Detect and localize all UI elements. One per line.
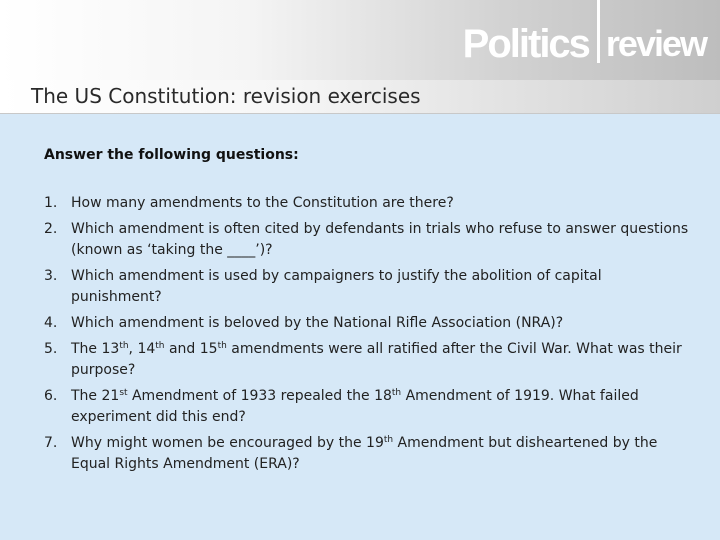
page-title: The US Constitution: revision exercises: [31, 84, 421, 108]
text-segment: Why might women be encouraged by the 19: [71, 435, 384, 451]
question-text: Which amendment is beloved by the National Rifle Association (NRA)?: [71, 315, 564, 331]
question-text: How many amendments to the Constitution are there?: [71, 195, 454, 211]
question-item: [44, 219, 694, 261]
question-item: [44, 433, 694, 475]
text-segment: The 21: [71, 388, 120, 404]
question-item: [44, 386, 694, 428]
question-item: [44, 313, 694, 334]
text-segment: and 15: [164, 341, 218, 357]
question-text: [71, 386, 694, 428]
ordinal-suffix: th: [391, 388, 402, 398]
question-text: [71, 339, 694, 381]
logo-politics-text: Politics: [462, 22, 589, 66]
question-item: [44, 193, 694, 214]
question-number: 4.: [44, 315, 58, 331]
question-text: Which amendment is often cited by defendants in trials who refuse to answer questions (known as ‘taking the ____’)?: [71, 221, 689, 258]
header-banner: [0, 0, 720, 80]
text-segment: Amendment of 1919. What failed experiment did this end?: [71, 388, 639, 425]
question-number: 1.: [44, 195, 58, 211]
question-text: Which amendment is used by campaigners to justify the abolition of capital punishment?: [71, 268, 602, 305]
ordinal-suffix: th: [155, 341, 165, 351]
content-panel: [0, 114, 720, 540]
logo-review-text: review: [605, 23, 706, 64]
text-segment: , 14: [128, 341, 156, 357]
politics-review-logo: [463, 0, 706, 80]
ordinal-suffix: th: [383, 435, 394, 445]
logo-divider: [597, 0, 600, 63]
ordinal-suffix: th: [217, 341, 227, 351]
text-segment: amendments were all ratified after the Civil War. What was their purpose?: [71, 341, 682, 378]
text-segment: The 13: [71, 341, 120, 357]
question-number: 7.: [44, 435, 58, 451]
instruction-heading: Answer the following questions:: [44, 147, 299, 163]
text-segment: Amendment of 1933 repealed the 18: [127, 388, 392, 404]
title-bar: [0, 80, 720, 114]
question-number: 3.: [44, 268, 58, 284]
question-list: [44, 193, 694, 480]
question-number: 2.: [44, 221, 58, 237]
question-text: [71, 433, 694, 475]
question-item: [44, 266, 694, 308]
question-number: 6.: [44, 388, 58, 404]
ordinal-suffix: th: [119, 341, 129, 351]
question-number: 5.: [44, 341, 58, 357]
ordinal-suffix: st: [119, 388, 128, 398]
question-item: [44, 339, 694, 381]
text-segment: Amendment but disheartened by the Equal Rights Amendment (ERA)?: [71, 435, 658, 472]
